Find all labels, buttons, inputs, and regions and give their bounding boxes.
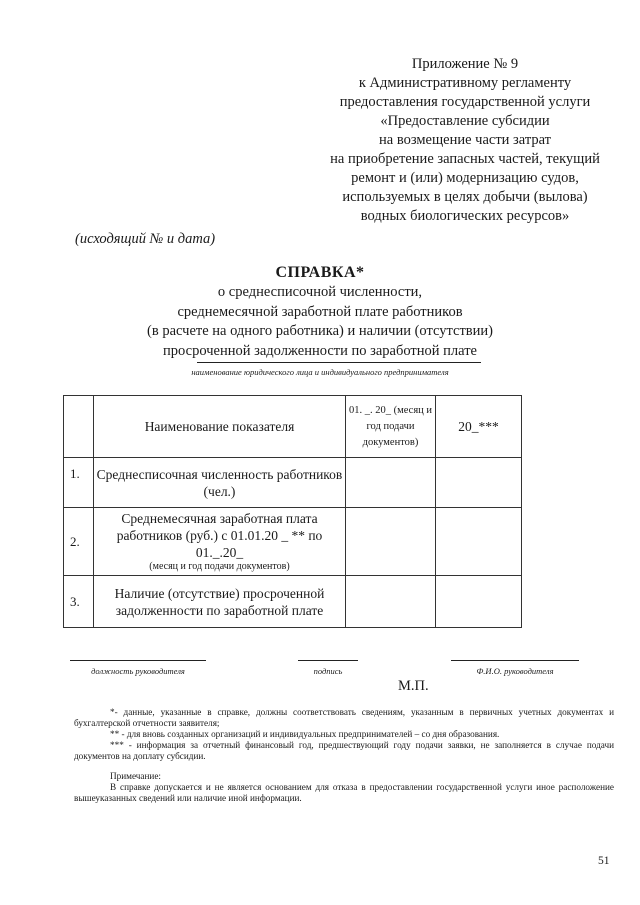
subtitle-line: среднемесячной заработной плате работников bbox=[177, 303, 463, 320]
position-signature-line bbox=[70, 660, 206, 661]
row-indicator: Среднемесячная заработная плата работников (руб.) с 01.01.20 _ ** по 01._.20_ (месяц и год подачи документов) bbox=[94, 508, 346, 576]
table-row bbox=[64, 576, 522, 628]
indicators-table bbox=[63, 395, 522, 628]
row-value-cell[interactable] bbox=[346, 508, 436, 576]
table-row bbox=[64, 508, 522, 576]
name-signature-line bbox=[451, 660, 579, 661]
appendix-line: используемых в целях добычи (вылова) bbox=[342, 189, 588, 205]
org-name-caption: наименование юридического лица и индивидуального предпринимателя bbox=[191, 367, 449, 377]
appendix-header bbox=[300, 55, 630, 226]
sign-signature-line bbox=[298, 660, 358, 661]
appendix-line: на приобретение запасных частей, текущий bbox=[330, 151, 600, 167]
footnotes bbox=[74, 707, 614, 804]
page-number: 51 bbox=[598, 855, 610, 867]
header-col1-cell: 01. _. 20_ (месяц и год подачи документов) bbox=[346, 396, 436, 458]
row-indicator: Наличие (отсутствие) просроченной задолженности по заработной плате bbox=[94, 576, 346, 628]
header-num-cell bbox=[64, 396, 94, 458]
certificate-title: СПРАВКА* bbox=[275, 264, 365, 281]
appendix-line: «Предоставление субсидии bbox=[380, 113, 550, 129]
subtitle-line: просроченной задолженности по заработной плате bbox=[163, 342, 477, 359]
row-indicator: Среднесписочная численность работников (чел.) bbox=[94, 458, 346, 508]
appendix-line: к Административному регламенту bbox=[358, 75, 572, 91]
subtitle-line: о среднесписочной численности, bbox=[217, 284, 423, 300]
row-number: 2. bbox=[64, 508, 94, 576]
subtitle-line: (в расчете на одного работника) и наличии (отсутствии) bbox=[147, 323, 493, 339]
row-value-cell[interactable] bbox=[346, 576, 436, 628]
footnote-1: *- данные, указанные в справке, должны соответствовать сведениям, указанным в первичных учетных документах и бухгалтерской отчетности заявителя; bbox=[74, 707, 614, 728]
footnote-3: *** - информация за отчетный финансовый год, предшествующий году подачи заявки, не заполняется в случае подачи документов на доплату субсидии. bbox=[74, 740, 614, 761]
row-value-cell[interactable] bbox=[436, 576, 522, 628]
appendix-line: ремонт и (или) модернизацию судов, bbox=[351, 170, 579, 186]
appendix-line: на возмещение части затрат bbox=[379, 132, 551, 148]
row-value-cell[interactable] bbox=[346, 458, 436, 508]
sign-caption: подпись bbox=[313, 666, 343, 676]
row-number: 1. bbox=[64, 458, 94, 508]
appendix-line: предоставления государственной услуги bbox=[339, 94, 591, 110]
position-caption: должность руководителя bbox=[91, 666, 185, 676]
footnote-2: ** - для вновь созданных организаций и индивидуальных предпринимателей – со дня образования. bbox=[110, 729, 500, 739]
certificate-subtitle bbox=[0, 283, 640, 361]
header-name-cell: Наименование показателя bbox=[94, 396, 346, 458]
remark-text: В справке допускается и не является основанием для отказа в предоставлении государственной услуги иное расположение вышеуказанных сведений или наличие иной информации. bbox=[74, 782, 614, 803]
remark-title: Примечание: bbox=[110, 771, 161, 781]
stamp-place: М.П. bbox=[398, 678, 429, 694]
row-value-cell[interactable] bbox=[436, 458, 522, 508]
outgoing-number-date: (исходящий № и дата) bbox=[75, 231, 216, 247]
table-row bbox=[64, 458, 522, 508]
row-number: 3. bbox=[64, 576, 94, 628]
row-value-cell[interactable] bbox=[436, 508, 522, 576]
table-header-row bbox=[64, 396, 522, 458]
org-name-field-line bbox=[197, 362, 481, 363]
name-caption: Ф.И.О. руководителя bbox=[476, 666, 554, 676]
header-col2-cell: 20_*** bbox=[436, 396, 522, 458]
appendix-line: водных биологических ресурсов» bbox=[360, 208, 570, 224]
appendix-line: Приложение № 9 bbox=[411, 56, 519, 72]
